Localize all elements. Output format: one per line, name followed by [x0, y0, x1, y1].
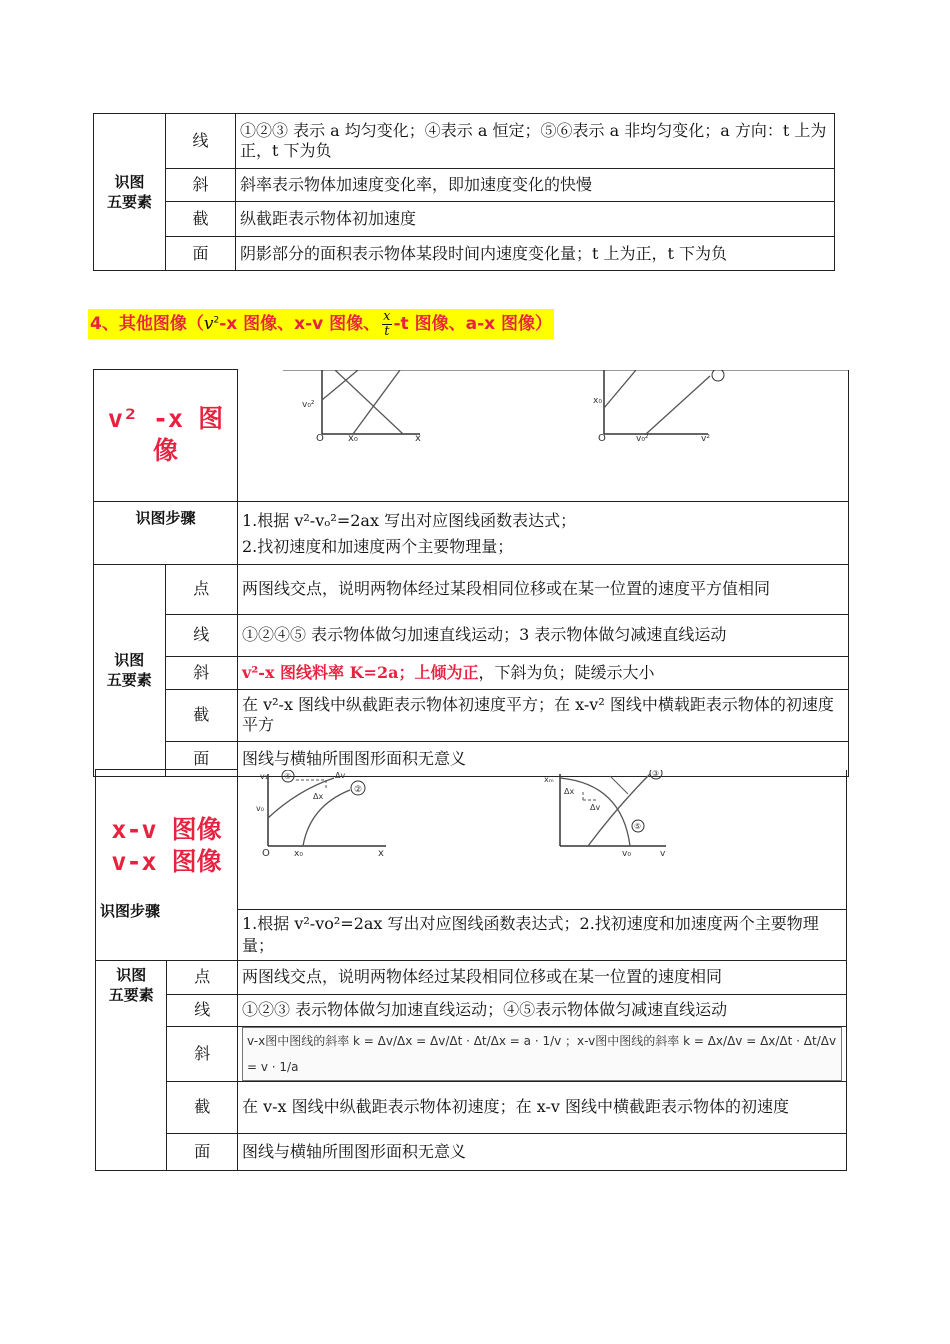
xv-fig1-c4: ④ [284, 771, 292, 781]
xv-key-area: 面 [167, 1133, 238, 1170]
xv-key-point: 点 [167, 960, 238, 994]
xv-fig2-v: v [660, 848, 666, 859]
heading-part2: -t 图像、a-x 图像） [393, 314, 553, 335]
xv-key-slope: 斜 [167, 1026, 238, 1081]
five-elements-table-top [93, 113, 835, 271]
v2x-text-point: 两图线交点，说明两物体经过某段相同位移或在某一位置的速度平方值相同 [238, 564, 849, 614]
xv-fig1-c2: ② [354, 784, 363, 795]
xv-fig1-dx: Δx [313, 791, 324, 801]
fig1-x-label: x [415, 432, 421, 444]
xv-table [95, 769, 847, 1171]
heading-prefix: 4、其他图像（ [90, 314, 204, 335]
v2x-table [93, 369, 849, 777]
v2x-figure-cell [238, 370, 849, 502]
v2x-elements-label: 识图 五要素 [94, 564, 166, 776]
xv-text-slope [238, 1026, 847, 1081]
xv-fig2-v0: v₀ [622, 848, 631, 859]
v2x-step-2: 2.找初速度和加速度两个主要物理量； [242, 536, 514, 556]
xv-fig1-v1: v₁ [260, 771, 268, 781]
xv-text-intercept: 在 v-x 图线中纵截距表示物体初速度；在 x-v 图线中横截距表示物体的初速度 [238, 1081, 847, 1133]
xv-figures [238, 770, 846, 904]
xv-fig2-dx: Δx [564, 786, 575, 796]
row-text-slope: 斜率表示物体加速度变化率，即加速度变化的快慢 [236, 169, 835, 202]
heading-v: v [203, 314, 214, 335]
row-text-line: ①②③ 表示 a 均匀变化；④表示 a 恒定；⑤⑥表示 a 非均匀变化；a 方向：t 上为正，t 下为负 [236, 114, 835, 169]
circle-4-icon [712, 370, 724, 381]
v2x-slope-red: v²-x 图线料率 K=2a；上倾为正 [242, 662, 479, 682]
xv-fig1-x0: x₀ [294, 848, 303, 859]
heading-highlight [88, 309, 554, 339]
v2x-text-intercept: 在 v²-x 图线中纵截距表示物体初速度平方；在 x-v² 图线中横载距表示物体的初速度平方 [238, 689, 849, 741]
v2x-title: v² -x 图像 [94, 370, 238, 502]
slope-formula: v-x图中图线的斜率 k = Δv/Δx = Δv/Δt · Δt/Δx = a · 1/v ；x-v图中图线的斜率 k = Δx/Δv = Δx/Δt · Δt/Δv = v · 1/a [242, 1027, 842, 1081]
row-key-line: 线 [166, 114, 236, 169]
v2x-key-line: 线 [165, 614, 238, 656]
xv-key-line: 线 [167, 994, 238, 1026]
xv-title-1: x-v 图像 [111, 815, 222, 844]
xv-steps: 1.根据 v²-vo²=2ax 写出对应图线函数表达式；2.找初速度和加速度两个主要物理量； [238, 909, 847, 960]
fig2-v2-label: v² [701, 433, 710, 444]
v2x-key-point: 点 [165, 564, 238, 614]
xv-title-2: v-x 图像 [111, 847, 222, 876]
fig1-v0-label: v₀² [302, 399, 315, 410]
v2x-text-area: 图线与横轴所围图形面积无意义 [238, 741, 849, 776]
row-text-area: 阴影部分的面积表示物体某段时间内速度变化量；t 上为正，t 下为负 [236, 237, 835, 271]
heading-part1: -x 图像、x-v 图像、 [219, 314, 381, 335]
fig1-origin-label: O [316, 432, 324, 444]
row-key-intercept: 截 [166, 202, 236, 237]
fig1-x0-label: x₀ [348, 432, 358, 444]
xv-fig2-c3: ③ [652, 769, 660, 778]
xv-figure-2 [544, 770, 666, 859]
v2x-figure-1 [302, 370, 421, 444]
xv-fig1-o: O [262, 847, 270, 859]
fig2-origin-label: O [598, 432, 606, 444]
xv-text-point: 两图线交点，说明两物体经过某段相同位移或在某一位置的速度相同 [238, 960, 847, 994]
xv-text-area: 图线与横轴所围图形面积无意义 [238, 1133, 847, 1170]
xv-fig2-dv: Δv [590, 802, 601, 812]
section-heading [88, 306, 554, 342]
xv-key-intercept: 截 [167, 1081, 238, 1133]
xv-fig2-c5: ⑤ [634, 821, 642, 831]
row-key-slope: 斜 [166, 169, 236, 202]
fig2-v0-label: v₀² [636, 433, 649, 444]
v2x-figure-2 [593, 370, 724, 444]
v2x-slope-rest: ，下斜为负；陡缓示大小 [478, 662, 655, 682]
xv-text-line: ①②③ 表示物体做匀加速直线运动；④⑤表示物体做匀减速直线运动 [238, 994, 847, 1026]
heading-sup: 2 [213, 315, 220, 326]
xv-fig1-dv: Δv [335, 770, 346, 780]
xv-figure-cell [238, 770, 847, 910]
fig2-x0-label: x₀ [593, 395, 602, 406]
xv-title [96, 770, 238, 910]
heading-fraction: $\frac{x}{t}$ [383, 308, 391, 339]
row-key-area: 面 [166, 237, 236, 271]
row-text-intercept: 纵截距表示物体初加速度 [236, 202, 835, 237]
v2x-steps-label: 识图步骤 [94, 501, 238, 564]
xv-figure-1 [256, 770, 386, 859]
v2x-key-slope: 斜 [165, 656, 238, 689]
v2x-key-intercept: 截 [165, 689, 238, 741]
v2x-text-line: ①②④⑤ 表示物体做匀加速直线运动；3 表示物体做匀减速直线运动 [238, 614, 849, 656]
xv-fig1-x: x [378, 847, 384, 859]
xv-fig2-xm: xₘ [544, 774, 554, 784]
xv-steps-label: 识图步骤 [96, 909, 238, 960]
xv-fig1-v0: v₀ [256, 803, 264, 813]
v2x-step-1: 1.根据 v²-vₒ²=2ax 写出对应图线函数表达式； [242, 510, 577, 530]
v2x-steps [238, 501, 849, 564]
v2x-figures [238, 370, 848, 496]
v2x-text-slope [238, 656, 849, 689]
xv-elements-label: 识图 五要素 [96, 960, 167, 1170]
v2x-key-area: 面 [165, 741, 238, 776]
five-elements-label: 识图 五要素 [94, 114, 166, 271]
